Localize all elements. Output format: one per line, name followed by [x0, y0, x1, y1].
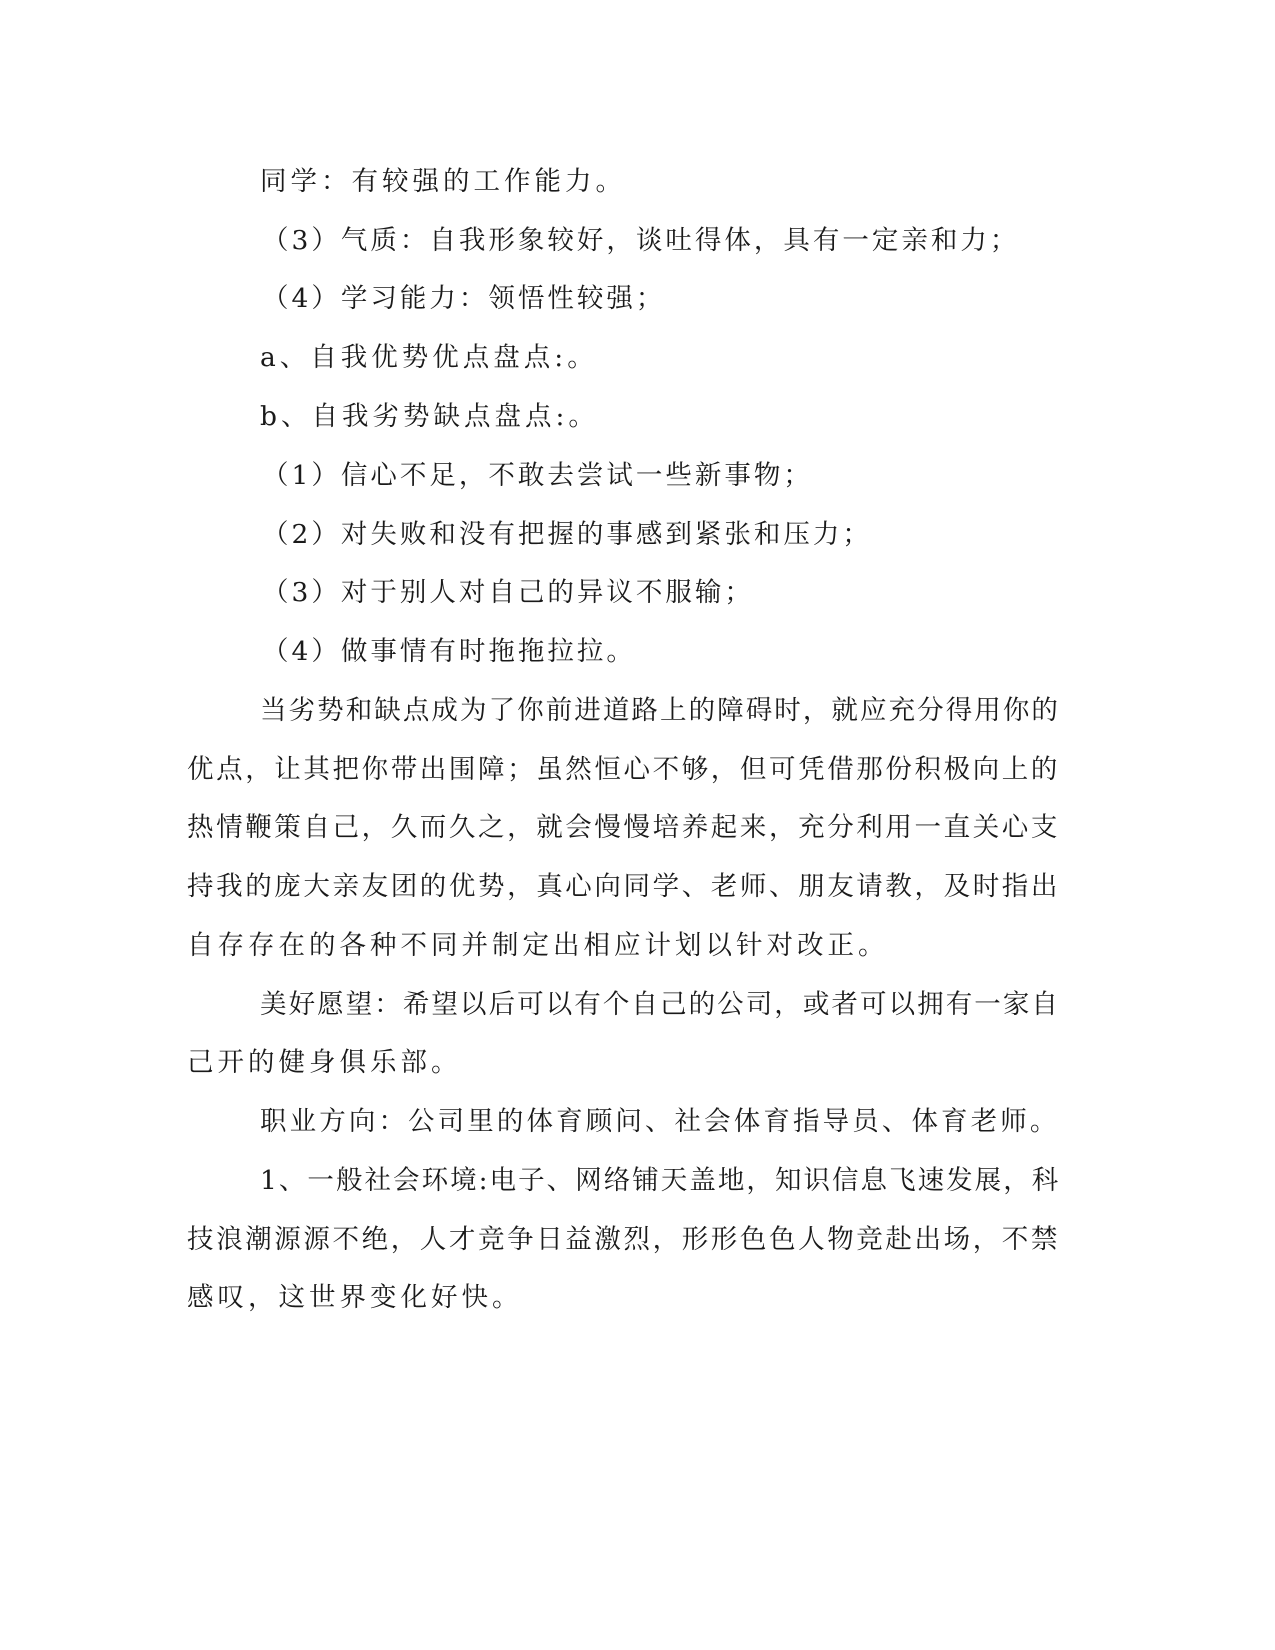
- paragraph-line: 持我的庞大亲友团的优势，真心向同学、老师、朋友请教，及时指出: [187, 871, 1060, 902]
- list-item: （2）对失败和没有把握的事感到紧张和压力；: [262, 519, 872, 550]
- list-item: a、自我优势优点盘点:。: [260, 342, 598, 373]
- text-line: 同学：有较强的工作能力。: [260, 166, 626, 197]
- paragraph-line: 美好愿望：希望以后可以有个自己的公司，或者可以拥有一家自: [260, 989, 1060, 1020]
- list-item: （4）做事情有时拖拖拉拉。: [262, 636, 636, 667]
- paragraph-line: 己开的健身俱乐部。: [187, 1047, 462, 1078]
- paragraph-line: 1、一般社会环境:电子、网络铺天盖地，知识信息飞速发展，科: [260, 1165, 1061, 1196]
- paragraph-line: 当劣势和缺点成为了你前进道路上的障碍时，就应充分得用你的: [260, 695, 1060, 726]
- list-item: （1）信心不足，不敢去尝试一些新事物；: [262, 460, 813, 491]
- paragraph-line: 感叹，这世界变化好快。: [187, 1282, 523, 1313]
- list-item: （3）对于别人对自己的异议不服输；: [262, 577, 754, 608]
- paragraph-line: 技浪潮源源不绝，人才竞争日益激烈，形形色色人物竞赴出场，不禁: [187, 1224, 1060, 1255]
- paragraph-line: 优点，让其把你带出围障；虽然恒心不够，但可凭借那份积极向上的: [187, 754, 1060, 785]
- list-item: b、自我劣势缺点盘点:。: [260, 401, 599, 432]
- list-item: （3）气质：自我形象较好，谈吐得体，具有一定亲和力；: [262, 225, 1020, 256]
- list-item: （4）学习能力：领悟性较强；: [262, 283, 666, 314]
- paragraph-line: 热情鞭策自己，久而久之，就会慢慢培养起来，充分利用一直关心支: [187, 812, 1060, 843]
- paragraph-line: 自存存在的各种不同并制定出相应计划以针对改正。: [187, 930, 889, 961]
- paragraph-line: 职业方向：公司里的体育顾问、社会体育指导员、体育老师。: [260, 1106, 1060, 1137]
